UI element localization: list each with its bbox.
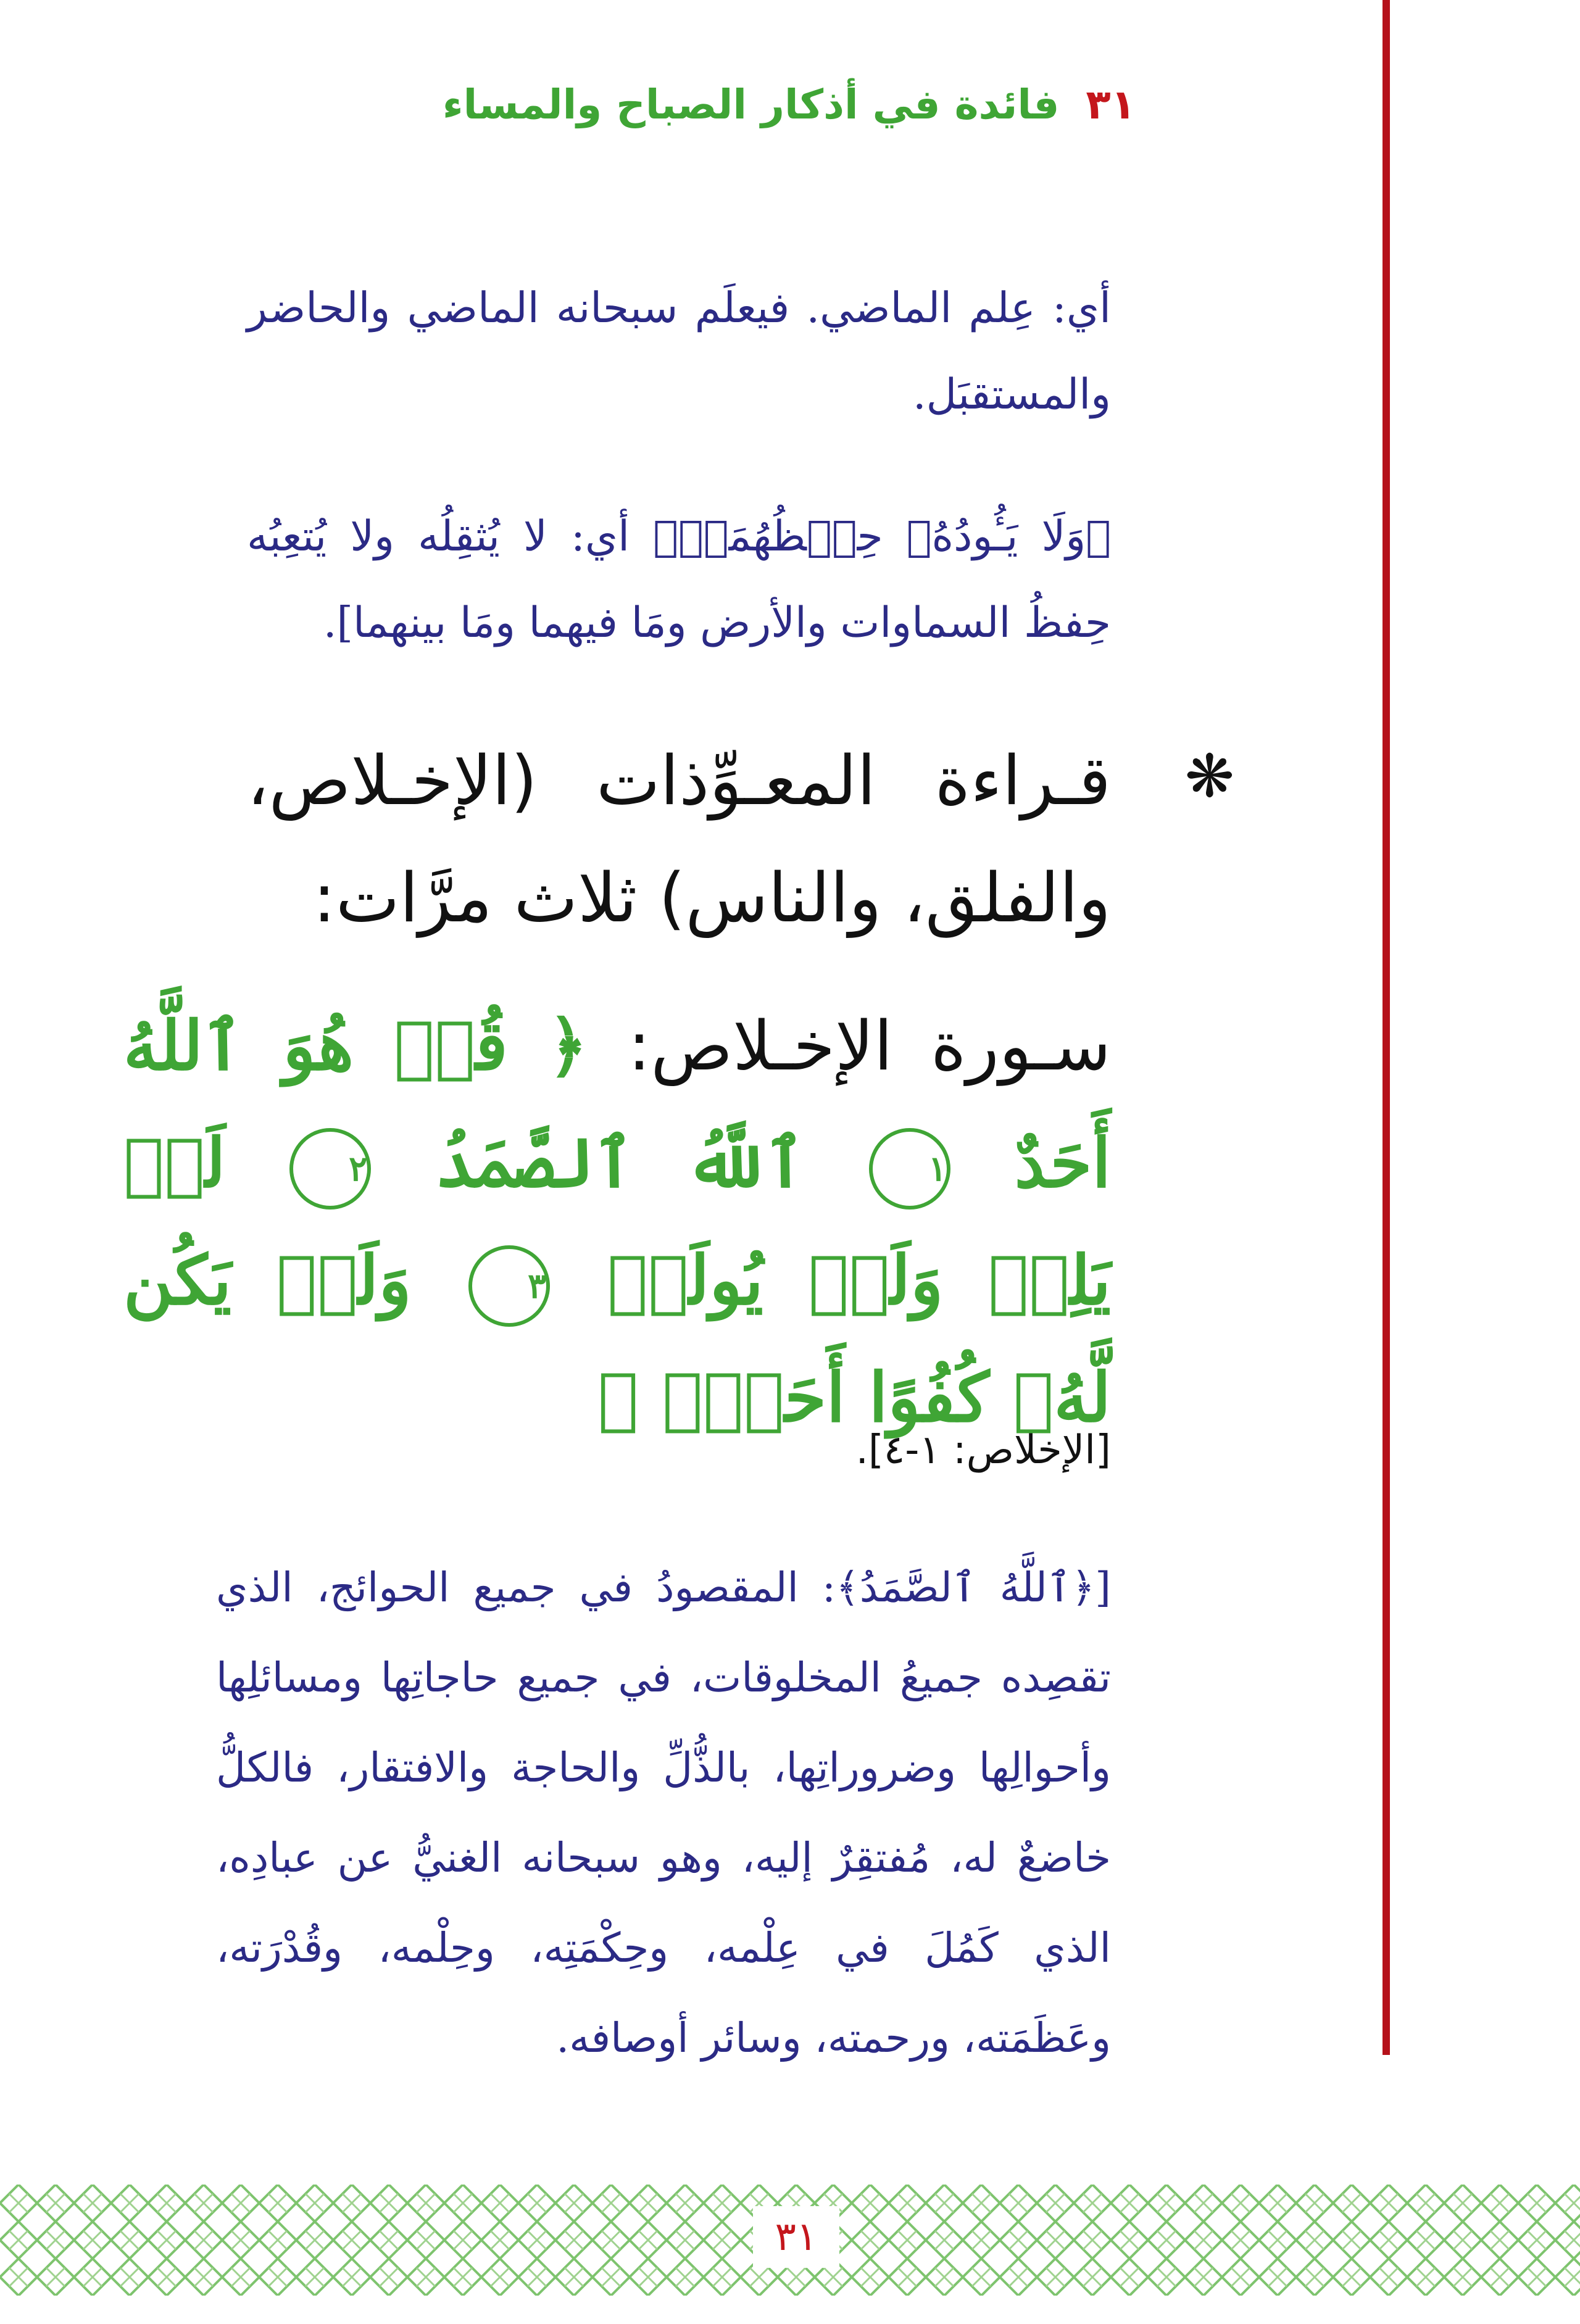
- ayah-number-2: ٢: [289, 1128, 371, 1210]
- ayah-number-3: ٣: [468, 1245, 550, 1327]
- ayah-1: قُلۡ هُوَ ٱللَّهُ أَحَدٌ: [123, 1006, 1111, 1203]
- surah-reference: [الإخلاص: ١-٤].: [855, 1427, 1111, 1473]
- paragraph-2: ﴿وَلَا يَـُٔودُهُۥ حِفۡظُهُمَاۚ﴾ أي: لا يُثقِلُه ولا يُتعِبُه حِفظُ السماوات والأرض ومَا فيهما ومَا بينهما].: [247, 512, 1111, 647]
- surah-ikhlas: [123, 987, 1111, 1456]
- surah-label: سـورة الإخـلاص:: [628, 1006, 1112, 1085]
- ayah-3: لَمۡ يَلِدۡ وَلَمۡ يُولَدۡ: [123, 1123, 1112, 1320]
- paragraph-1: أي: عِلم الماضي. فيعلَم سبحانه الماضي والحاضر والمستقبَل.: [247, 284, 1111, 419]
- dhikr-item: [247, 722, 1234, 957]
- quran-close-bracket: ﴾: [597, 1358, 639, 1437]
- dhikr-heading: قـراءة المعـوِّذات (الإخـلاص، والفلق، والناس) ثلاث مرَّات:: [247, 741, 1111, 937]
- ayah-2: ٱللَّهُ ٱلصَّمَدُ: [434, 1123, 805, 1203]
- margin-rule: [1382, 0, 1390, 2055]
- tafsir-paragraph: [﴿ٱللَّهُ ٱلصَّمَدُ﴾: المقصودُ في جميع الحوائج، الذي تقصِده جميعُ المخلوقات، في جميع حاجاتِها ومسائلِها وأحوالِها وضروراتِها، بالذُّلِّ والحاجة والافتقار، فالكلُّ خاضعٌ له، مُفتقِرٌ إليه، وهو سبحانه الغنيُّ عن عبادِه، الذي كَمُلَ في عِلْمه، وحِكْمَتِه، وحِلْمه، وقُدْرَته، وعَظَمَته، ورحمته، وسائر أوصافه.: [216, 1564, 1111, 2062]
- quran-open-bracket: ﴿: [547, 1006, 588, 1085]
- header-number: ٣١: [1086, 81, 1136, 128]
- asterisk-bullet-icon: ❋: [1184, 742, 1234, 811]
- header-title: فائدة في أذكار الصباح والمساء: [442, 81, 1060, 128]
- page-number: ٣١: [753, 2206, 839, 2268]
- running-header: [443, 74, 1136, 136]
- ayah-number-1: ١: [869, 1128, 950, 1210]
- ayah-4: وَلَمۡ يَكُن لَّهُۥ كُفُوًا أَحَدُۢ: [123, 1240, 1111, 1437]
